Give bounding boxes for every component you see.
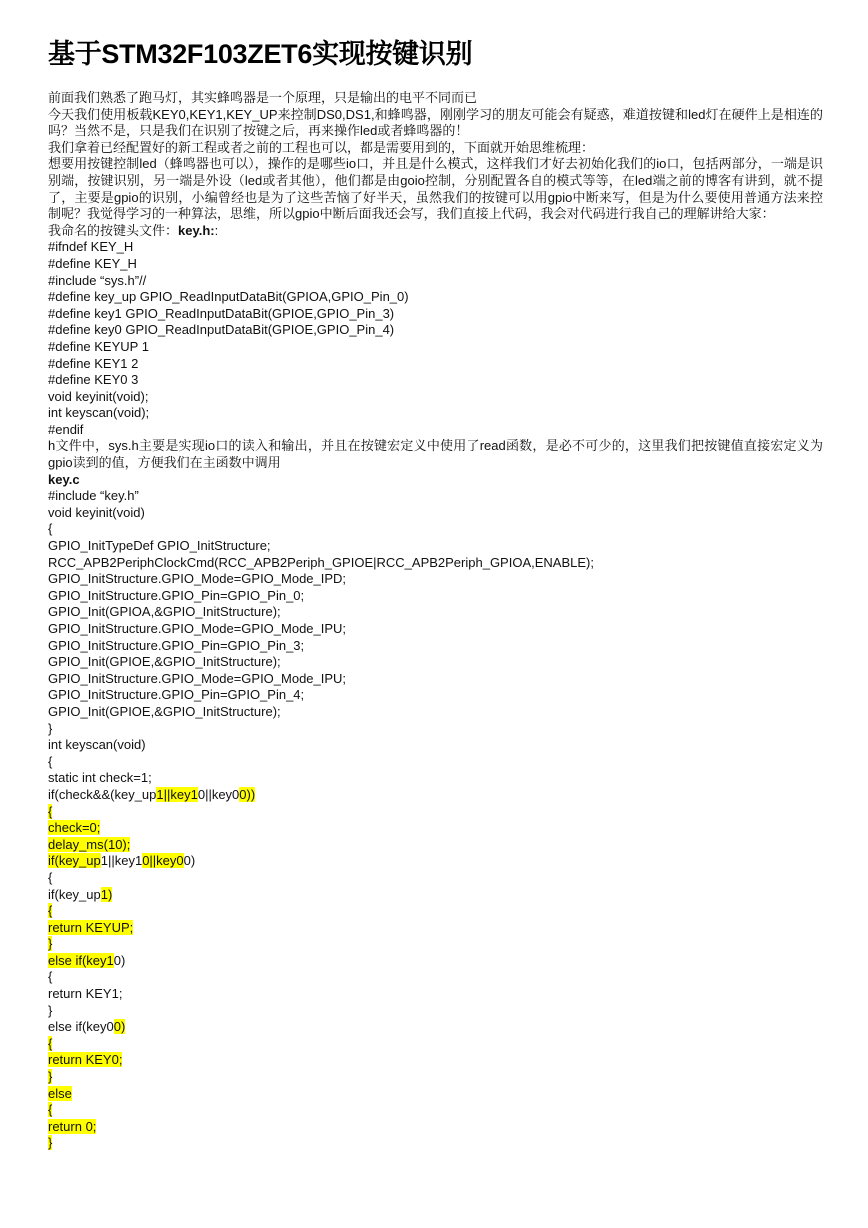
text-segment: int keyscan(void);	[48, 405, 150, 421]
highlighted-text: 0))	[239, 786, 256, 802]
code-line	[48, 1102, 823, 1119]
code-line	[48, 754, 823, 771]
text-segment: key.h:	[178, 222, 215, 238]
code-line	[48, 1036, 823, 1053]
highlighted-text: else if(key1	[48, 952, 114, 968]
highlighted-text: {	[48, 1102, 53, 1118]
highlighted-text: delay_ms(10);	[48, 836, 131, 852]
text-segment: 0)	[113, 952, 126, 968]
code-line	[48, 903, 823, 920]
code-line	[48, 356, 823, 373]
text-segment: #define KEY_H	[48, 255, 137, 271]
code-line	[48, 887, 823, 904]
code-line	[48, 787, 823, 804]
text-segment: {	[48, 521, 53, 537]
code-line	[48, 621, 823, 638]
code-line	[48, 521, 823, 538]
code-line	[48, 389, 823, 406]
text-segment: GPIO_InitTypeDef GPIO_InitStructure;	[48, 538, 271, 554]
code-line	[48, 986, 823, 1003]
highlighted-text: 1)	[100, 886, 113, 902]
text-segment: return KEY1;	[48, 986, 123, 1002]
highlighted-text: if(key_up	[48, 853, 101, 869]
code-line	[48, 671, 823, 688]
text-segment: 想要用按键控制led（蜂鸣器也可以），操作的是哪些io口，并且是什么模式，这样我们才好去初始化我们的io口，包括两部分，一端是识别端，按键识别，另一端是外设（led或者其他），他们都是由goio控制，分别配置各自的模式等等，在led端之前的博客有讲到，就不提了，主要是gpio的识别，小编曾经也是为了这些苦恼了好半天，虽然我们的按键可以用gpio中断来写，但是为什么要使用普通方法来控制呢？我觉得学习的一种算法，思维，所以gpio中断后面我还会写，我们直接上代码，我会对代码进行我自己的理解讲给大家：	[48, 156, 823, 222]
text-segment: GPIO_InitStructure.GPIO_Pin=GPIO_Pin_3;	[48, 637, 305, 653]
text-segment: GPIO_Init(GPIOE,&GPIO_InitStructure);	[48, 654, 281, 670]
code-line	[48, 505, 823, 522]
text-segment: key.c	[48, 471, 80, 487]
text-segment: int keyscan(void)	[48, 737, 146, 753]
code-line	[48, 853, 823, 870]
code-line	[48, 920, 823, 937]
code-line	[48, 306, 823, 323]
code-line	[48, 936, 823, 953]
text-segment: 0)	[183, 853, 196, 869]
code-line	[48, 969, 823, 986]
text-segment: #define KEY1 2	[48, 355, 139, 371]
text-paragraph	[48, 223, 823, 240]
highlighted-text: {	[48, 903, 53, 919]
highlighted-text: return KEY0;	[48, 1052, 123, 1068]
text-segment: GPIO_InitStructure.GPIO_Mode=GPIO_Mode_IPD;	[48, 571, 347, 587]
text-segment: {	[48, 869, 53, 885]
code-line	[48, 721, 823, 738]
code-line	[48, 804, 823, 821]
highlighted-text: 1||key1	[156, 786, 198, 802]
code-line	[48, 704, 823, 721]
text-segment: #define KEY0 3	[48, 372, 139, 388]
highlighted-text: }	[48, 936, 53, 952]
text-segment: GPIO_InitStructure.GPIO_Pin=GPIO_Pin_0;	[48, 587, 305, 603]
text-segment: void keyinit(void)	[48, 504, 145, 520]
highlighted-text: {	[48, 803, 53, 819]
text-segment: if(key_up	[48, 886, 101, 902]
code-line	[48, 422, 823, 439]
text-segment: 今天我们使用板载KEY0,KEY1,KEY_UP来控制DS0,DS1,和蜂鸣器，刚刚学习的朋友可能会有疑惑，难道按键和led灯在硬件上是相连的吗？当然不是，只是我们在识别了按键之后，再来操作led或者蜂鸣器的！	[48, 106, 823, 139]
text-segment: {	[48, 753, 53, 769]
text-segment: :	[214, 222, 219, 238]
code-line	[48, 1086, 823, 1103]
highlighted-text: else	[48, 1085, 72, 1101]
text-segment: }	[48, 1002, 53, 1018]
highlighted-text: }	[48, 1135, 53, 1151]
text-segment: {	[48, 969, 53, 985]
code-line	[48, 588, 823, 605]
code-line	[48, 870, 823, 887]
highlighted-text: 0||key0	[142, 853, 184, 869]
text-segment: #define key0 GPIO_ReadInputDataBit(GPIOE,GPIO_Pin_4)	[48, 322, 395, 338]
code-line	[48, 737, 823, 754]
text-segment: GPIO_Init(GPIOA,&GPIO_InitStructure);	[48, 604, 281, 620]
code-line	[48, 372, 823, 389]
code-line	[48, 1135, 823, 1152]
code-line	[48, 1003, 823, 1020]
code-line	[48, 604, 823, 621]
highlighted-text: return 0;	[48, 1118, 97, 1134]
code-line	[48, 322, 823, 339]
text-segment: #define KEYUP 1	[48, 338, 149, 354]
text-paragraph	[48, 140, 823, 157]
code-line	[48, 687, 823, 704]
text-segment: 1||key1	[100, 853, 143, 869]
code-line	[48, 770, 823, 787]
text-segment: #define key_up GPIO_ReadInputDataBit(GPIOA,GPIO_Pin_0)	[48, 289, 409, 305]
code-line	[48, 472, 823, 489]
document-title: 基于STM32F103ZET6实现按键识别	[48, 39, 473, 69]
text-segment: #define key1 GPIO_ReadInputDataBit(GPIOE,GPIO_Pin_3)	[48, 305, 395, 321]
code-line	[48, 405, 823, 422]
code-line	[48, 555, 823, 572]
code-line	[48, 837, 823, 854]
code-line	[48, 654, 823, 671]
code-line	[48, 638, 823, 655]
code-line	[48, 1119, 823, 1136]
document-page	[48, 34, 823, 1152]
code-line	[48, 1052, 823, 1069]
text-segment: GPIO_Init(GPIOE,&GPIO_InitStructure);	[48, 703, 281, 719]
code-line	[48, 339, 823, 356]
code-line	[48, 488, 823, 505]
text-segment: GPIO_InitStructure.GPIO_Mode=GPIO_Mode_IPU;	[48, 670, 347, 686]
text-segment: #include “sys.h”//	[48, 272, 147, 288]
code-line	[48, 1069, 823, 1086]
code-line	[48, 953, 823, 970]
code-line	[48, 1019, 823, 1036]
text-segment: 0||key0	[197, 786, 240, 802]
text-paragraph	[48, 156, 823, 222]
text-segment: GPIO_InitStructure.GPIO_Pin=GPIO_Pin_4;	[48, 687, 305, 703]
text-segment: h文件中，sys.h主要是实现io口的读入和输出，并且在按键宏定义中使用了read函数，是必不可少的，这里我们把按键值直接宏定义为gpio读到的值，方便我们在主函数中调用	[48, 438, 823, 471]
text-segment: void keyinit(void);	[48, 388, 149, 404]
code-line	[48, 239, 823, 256]
document-body	[48, 90, 823, 1152]
text-paragraph	[48, 107, 823, 140]
text-segment: 我命名的按键头文件：	[48, 222, 179, 238]
text-segment: 我们拿着已经配置好的新工程或者之前的工程也可以，都是需要用到的，下面就开始思维梳理：	[48, 139, 595, 155]
code-line	[48, 256, 823, 273]
highlighted-text: {	[48, 1035, 53, 1051]
highlighted-text: return KEYUP;	[48, 919, 134, 935]
text-segment: if(check&&(key_up	[48, 786, 157, 802]
text-segment: RCC_APB2PeriphClockCmd(RCC_APB2Periph_GPIOE|RCC_APB2Periph_GPIOA,ENABLE);	[48, 554, 594, 570]
code-line	[48, 820, 823, 837]
text-segment: #include “key.h”	[48, 488, 139, 504]
text-segment: #ifndef KEY_H	[48, 239, 134, 255]
text-segment: GPIO_InitStructure.GPIO_Mode=GPIO_Mode_IPU;	[48, 621, 347, 636]
text-paragraph	[48, 90, 823, 107]
text-segment: static int check=1;	[48, 770, 152, 786]
highlighted-text: check=0;	[48, 820, 101, 836]
text-paragraph	[48, 438, 823, 471]
code-line	[48, 571, 823, 588]
text-segment: #endif	[48, 421, 84, 437]
code-line	[48, 273, 823, 290]
code-line	[48, 289, 823, 306]
highlighted-text: 0)	[113, 1019, 126, 1035]
text-segment: 前面我们熟悉了跑马灯，其实蜂鸣器是一个原理，只是输出的电平不同而已	[48, 90, 478, 105]
text-segment: }	[48, 720, 53, 736]
code-line	[48, 538, 823, 555]
highlighted-text: }	[48, 1069, 53, 1085]
text-segment: else if(key0	[48, 1019, 114, 1035]
